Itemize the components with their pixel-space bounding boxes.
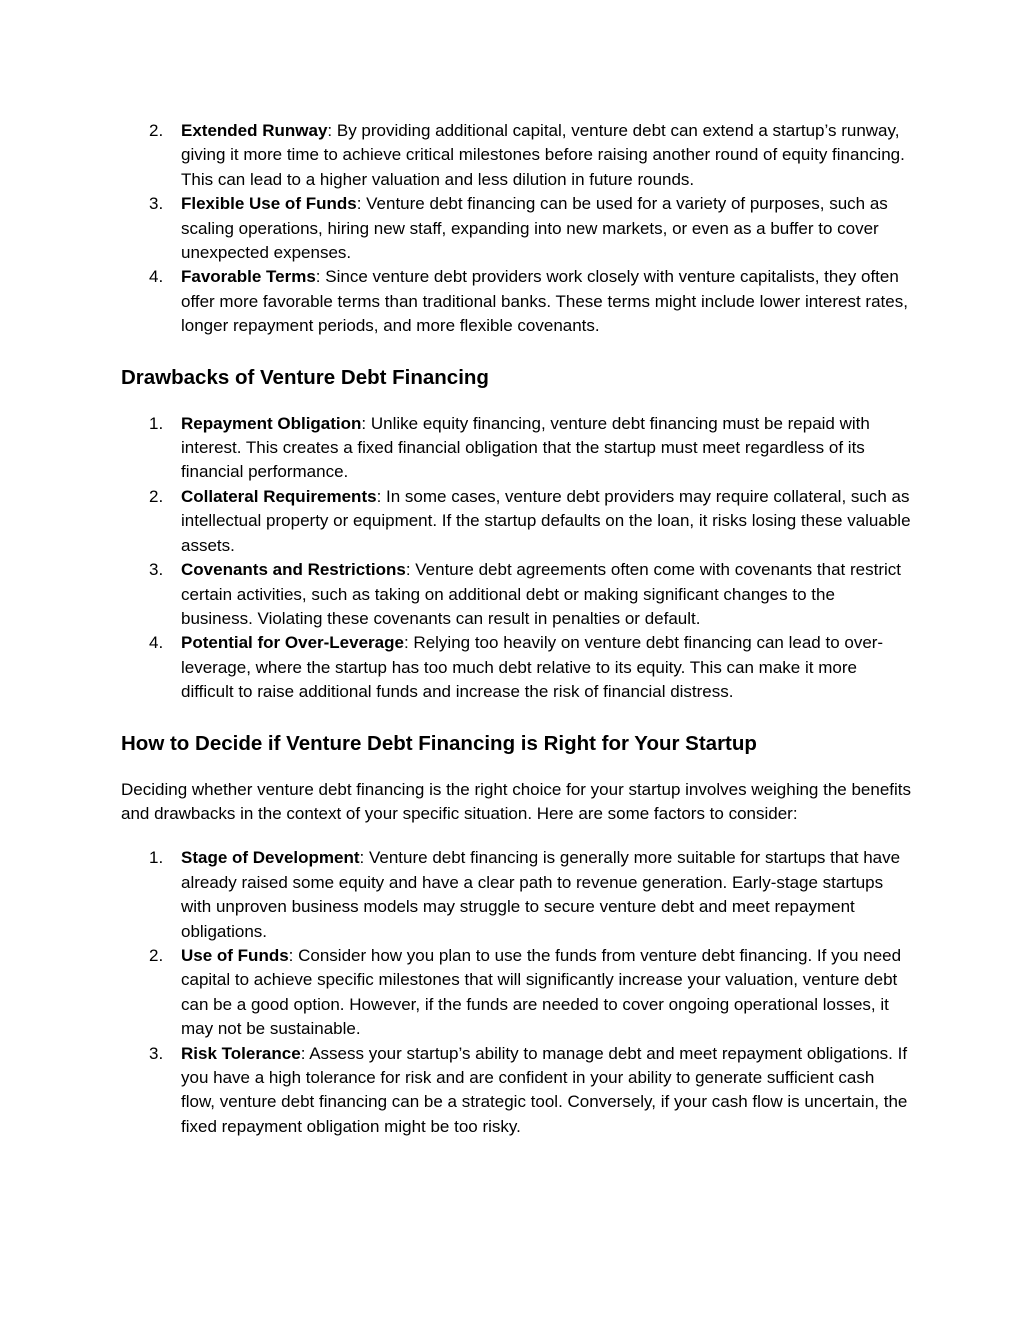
drawbacks-heading: Drawbacks of Venture Debt Financing [121,365,489,389]
list-item-text: : Consider how you plan to use the funds from venture debt financing. If you need capital to achieve specific milestones that will significantly increase your valuation, venture debt can be a good option. However, if the funds are needed to cover ongoing operational losses, it may not be sustainable. [181,945,902,1039]
list-item-term: Stage of Development [181,848,360,868]
list-item [121,846,911,944]
list-number: 2. [149,945,164,965]
list-item [121,1042,911,1140]
list-number: 3. [149,194,164,214]
document-content [121,119,911,1139]
benefits-list-continued [121,119,911,339]
list-item-term: Covenants and Restrictions [181,560,406,580]
decide-factors-list [121,846,911,1139]
list-item-text: : Venture debt financing is generally more suitable for startups that have already raised some equity and have a clear path to revenue generation. Early-stage startups with unproven business models may struggle to secure venture debt and meet repayment obligations. [181,848,901,941]
list-number: 4. [149,267,164,287]
list-number: 3. [149,560,164,580]
list-item-text: : Relying too heavily on venture debt financing can lead to over-leverage, where the startup has too much debt relative to its equity. This can make it more difficult to raise additional funds and increase the risk of financial distress. [181,633,884,702]
list-item [121,944,911,1042]
list-item [121,265,911,338]
drawbacks-list [121,412,911,705]
list-item-term: Extended Runway [181,121,328,140]
list-number: 1. [149,848,164,868]
list-item-term: Favorable Terms [181,267,316,287]
list-item-term: Collateral Requirements [181,486,377,506]
list-number: 1. [149,413,164,433]
list-item-text: : By providing additional capital, venture debt can extend a startup’s runway, giving it more time to achieve critical milestones before raising another round of equity financing. This can lead to a higher valuation and less dilution in future rounds. [181,121,905,189]
list-item-text: : Venture debt financing can be used for a variety of purposes, such as scaling operations, hiring new staff, expanding into new markets, or even as a buffer to cover unexpected expenses. [181,194,888,263]
list-item-text: : Unlike equity financing, venture debt financing must be repaid with interest. This creates a fixed financial obligation that the startup must meet regardless of its financial performance. [181,413,870,482]
list-item-text: : In some cases, venture debt providers may require collateral, such as intellectual property or equipment. If the startup defaults on the loan, it risks losing these valuable assets. [181,486,911,555]
list-item-term: Potential for Over-Leverage [181,633,404,653]
decide-intro-paragraph: Deciding whether venture debt financing is the right choice for your startup involves weighing the benefits and drawbacks in the context of your specific situation. Here are some factors to consider: [121,779,912,823]
list-item [121,558,911,631]
list-item-term: Flexible Use of Funds [181,194,357,214]
list-number: 4. [149,633,164,653]
list-item-term: Repayment Obligation [181,413,362,433]
list-item [121,119,911,192]
decide-heading: How to Decide if Venture Debt Financing is Right for Your Startup [121,731,757,755]
list-number: 2. [149,121,164,140]
list-number: 3. [149,1043,164,1063]
list-item-text: : Venture debt agreements often come with covenants that restrict certain activities, such as taking on additional debt or making significant changes to the business. Violating these covenants can result in penalties or default. [181,560,901,628]
list-item [121,485,911,558]
list-item-term: Risk Tolerance [181,1043,301,1063]
list-item [121,631,911,704]
list-item-text: : Assess your startup’s ability to manage debt and meet repayment obligations. If you have a high tolerance for risk and are confident in your ability to generate sufficient cash flow, venture debt financing can be a strategic tool. Conversely, if your cash flow is uncertain, the fixed repayment obligation might be too risky. [181,1043,908,1136]
list-item [121,412,911,485]
list-number: 2. [149,486,164,506]
list-item-term: Use of Funds [181,945,289,965]
list-item-text: : Since venture debt providers work closely with venture capitalists, they often offer more favorable terms than traditional banks. These terms might include lower interest rates, longer repayment periods, and more flexible covenants. [181,267,908,336]
list-item [121,192,911,265]
